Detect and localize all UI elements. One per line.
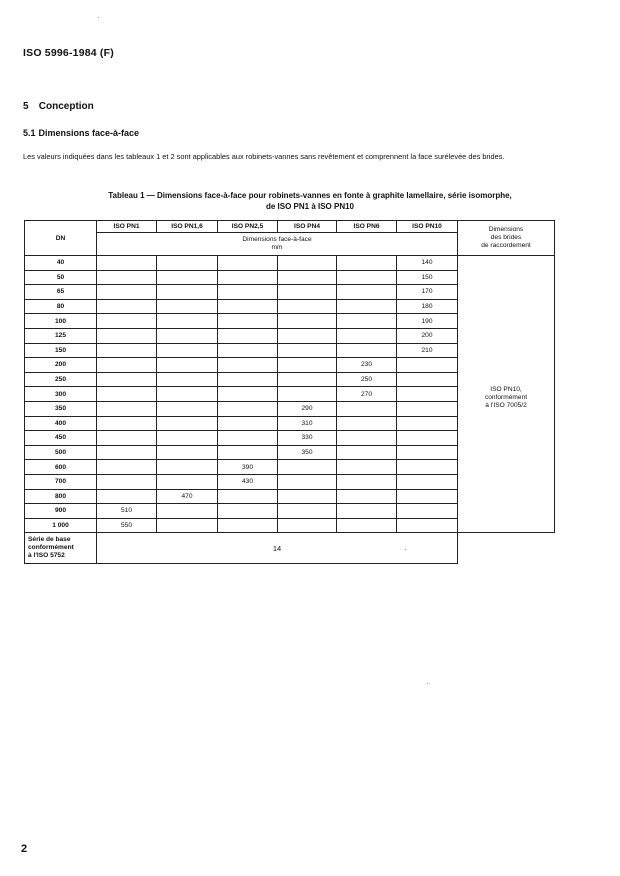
value-cell: 330: [278, 431, 337, 446]
flange-header-line: Dimensions: [488, 226, 524, 233]
dn-cell: 1 000: [25, 518, 97, 533]
section-heading: [23, 101, 94, 112]
value-cell: 150: [397, 270, 458, 285]
document-header: ISO 5996-1984 (F): [23, 47, 114, 59]
value-cell: [97, 270, 157, 285]
value-cell: [278, 372, 337, 387]
value-cell: [278, 343, 337, 358]
value-cell: [337, 431, 397, 446]
value-cell: [337, 460, 397, 475]
value-cell: [337, 518, 397, 533]
value-cell: [157, 328, 218, 343]
value-cell: [337, 256, 397, 271]
value-cell: [97, 401, 157, 416]
value-cell: 270: [337, 387, 397, 402]
value-cell: [278, 285, 337, 300]
value-cell: [397, 431, 458, 446]
value-cell: [218, 270, 278, 285]
scan-speck: [98, 17, 99, 18]
value-cell: [218, 518, 278, 533]
value-cell: [278, 504, 337, 519]
flange-header-line: de raccordement: [481, 242, 531, 249]
dn-cell: 450: [25, 431, 97, 446]
dn-cell: 50: [25, 270, 97, 285]
flange-note-line: à l'ISO 7005/2: [485, 402, 527, 410]
value-cell: [218, 401, 278, 416]
value-cell: [157, 343, 218, 358]
value-cell: [337, 416, 397, 431]
dn-cell: 100: [25, 314, 97, 329]
value-cell: [218, 256, 278, 271]
value-cell: [278, 387, 337, 402]
value-cell: [97, 489, 157, 504]
value-cell: [397, 372, 458, 387]
value-cell: 550: [97, 518, 157, 533]
value-cell: 230: [337, 358, 397, 373]
value-cell: [157, 431, 218, 446]
flange-note-cell: [458, 256, 555, 533]
dimensions-table: [24, 220, 555, 564]
value-cell: [337, 474, 397, 489]
pn-header: ISO PN10: [397, 221, 458, 233]
value-cell: [397, 387, 458, 402]
value-cell: [157, 314, 218, 329]
value-cell: [397, 504, 458, 519]
section-number: 5: [23, 101, 29, 112]
pn-header: ISO PN4: [278, 221, 337, 233]
value-cell: [218, 285, 278, 300]
value-cell: 310: [278, 416, 337, 431]
value-cell: [278, 358, 337, 373]
page-number: 2: [21, 843, 28, 855]
flange-header-line: des brides: [490, 234, 522, 241]
value-cell: 210: [397, 343, 458, 358]
dn-cell: 600: [25, 460, 97, 475]
value-cell: [278, 270, 337, 285]
value-cell: [157, 299, 218, 314]
base-series-label-line: à l'ISO 5752: [28, 552, 65, 560]
value-cell: [397, 401, 458, 416]
value-cell: [97, 372, 157, 387]
unit-label: mm: [271, 244, 283, 251]
base-series-label: [25, 533, 97, 564]
value-cell: [97, 285, 157, 300]
value-cell: [157, 518, 218, 533]
value-cell: [337, 504, 397, 519]
value-cell: [157, 256, 218, 271]
flange-header: [458, 221, 555, 256]
value-cell: [218, 431, 278, 446]
value-cell: [278, 299, 337, 314]
scan-speck: [427, 683, 428, 684]
value-cell: [278, 474, 337, 489]
value-cell: [278, 314, 337, 329]
pn-header: ISO PN2,5: [218, 221, 278, 233]
value-cell: [97, 460, 157, 475]
dn-cell: 125: [25, 328, 97, 343]
dn-cell: 250: [25, 372, 97, 387]
value-cell: [157, 416, 218, 431]
dn-cell: 150: [25, 343, 97, 358]
dn-cell: 900: [25, 504, 97, 519]
value-cell: [157, 401, 218, 416]
value-cell: [397, 489, 458, 504]
value-cell: [337, 401, 397, 416]
dn-cell: 800: [25, 489, 97, 504]
base-series-label-line: Série de base: [28, 536, 71, 544]
value-cell: [157, 474, 218, 489]
intro-paragraph: Les valeurs indiquées dans les tableaux 1 et 2 sont applicables aux robinets-vannes sans revêtement et comprennent la face surélevée des brides.: [23, 152, 505, 161]
scan-speck: [405, 549, 406, 550]
base-series-row: [25, 533, 555, 564]
value-cell: [397, 445, 458, 460]
value-cell: [97, 445, 157, 460]
value-cell: [337, 314, 397, 329]
value-cell: [337, 489, 397, 504]
value-cell: [157, 358, 218, 373]
dn-cell: 400: [25, 416, 97, 431]
dn-cell: 80: [25, 299, 97, 314]
dn-header: DN: [25, 221, 97, 256]
value-cell: [218, 372, 278, 387]
value-cell: [218, 343, 278, 358]
dn-cell: 200: [25, 358, 97, 373]
value-cell: 510: [97, 504, 157, 519]
dn-cell: 40: [25, 256, 97, 271]
value-cell: [97, 387, 157, 402]
dimension-label: Dimensions face-à-face: [242, 236, 312, 243]
value-cell: [97, 358, 157, 373]
dn-cell: 500: [25, 445, 97, 460]
value-cell: [337, 343, 397, 358]
table-caption-line1: Tableau 1 — Dimensions face-à-face pour robinets-vannes en fonte à graphite lamellaire, série isomorphe,: [108, 191, 512, 200]
value-cell: [157, 445, 218, 460]
value-cell: [218, 314, 278, 329]
value-cell: [97, 256, 157, 271]
value-cell: 470: [157, 489, 218, 504]
pn-header: ISO PN6: [337, 221, 397, 233]
value-cell: 290: [278, 401, 337, 416]
flange-note-line: ISO PN10,: [490, 386, 522, 394]
value-cell: [218, 328, 278, 343]
value-cell: [157, 285, 218, 300]
value-cell: [337, 445, 397, 460]
dimension-label-cell: [97, 233, 458, 256]
value-cell: 430: [218, 474, 278, 489]
value-cell: [218, 358, 278, 373]
value-cell: [218, 489, 278, 504]
value-cell: 390: [218, 460, 278, 475]
table-row: [25, 256, 555, 271]
value-cell: [218, 504, 278, 519]
value-cell: [157, 387, 218, 402]
value-cell: [97, 431, 157, 446]
value-cell: [278, 460, 337, 475]
section-title: Conception: [38, 101, 94, 112]
value-cell: [218, 416, 278, 431]
value-cell: [97, 299, 157, 314]
dn-cell: 700: [25, 474, 97, 489]
value-cell: [337, 299, 397, 314]
value-cell: [397, 358, 458, 373]
subsection-heading: [23, 128, 139, 138]
value-cell: [278, 489, 337, 504]
value-cell: [157, 460, 218, 475]
value-cell: [97, 328, 157, 343]
value-cell: [97, 343, 157, 358]
value-cell: [97, 416, 157, 431]
table-caption: [30, 190, 590, 212]
pn-header: ISO PN1,6: [157, 221, 218, 233]
pn-header: ISO PN1: [97, 221, 157, 233]
subsection-number: 5.1: [23, 128, 36, 138]
value-cell: [157, 270, 218, 285]
value-cell: [397, 416, 458, 431]
value-cell: [278, 518, 337, 533]
value-cell: 140: [397, 256, 458, 271]
value-cell: [397, 460, 458, 475]
value-cell: [337, 285, 397, 300]
value-cell: 350: [278, 445, 337, 460]
value-cell: [97, 474, 157, 489]
dn-cell: 65: [25, 285, 97, 300]
flange-note-line: conformément: [484, 394, 528, 402]
base-series-label-line: conformément: [28, 544, 74, 552]
value-cell: 250: [337, 372, 397, 387]
value-cell: [97, 314, 157, 329]
dn-cell: 350: [25, 401, 97, 416]
base-series-value: 14: [97, 533, 458, 564]
value-cell: 180: [397, 299, 458, 314]
subsection-title: Dimensions face-à-face: [38, 128, 140, 138]
value-cell: 190: [397, 314, 458, 329]
value-cell: [337, 270, 397, 285]
value-cell: [397, 518, 458, 533]
value-cell: [337, 328, 397, 343]
value-cell: [157, 372, 218, 387]
value-cell: [278, 328, 337, 343]
value-cell: [397, 474, 458, 489]
dn-cell: 300: [25, 387, 97, 402]
value-cell: 170: [397, 285, 458, 300]
value-cell: 200: [397, 328, 458, 343]
value-cell: [157, 504, 218, 519]
value-cell: [278, 256, 337, 271]
table-caption-line2: de ISO PN1 à ISO PN10: [265, 202, 355, 211]
value-cell: [218, 445, 278, 460]
value-cell: [218, 299, 278, 314]
value-cell: [218, 387, 278, 402]
